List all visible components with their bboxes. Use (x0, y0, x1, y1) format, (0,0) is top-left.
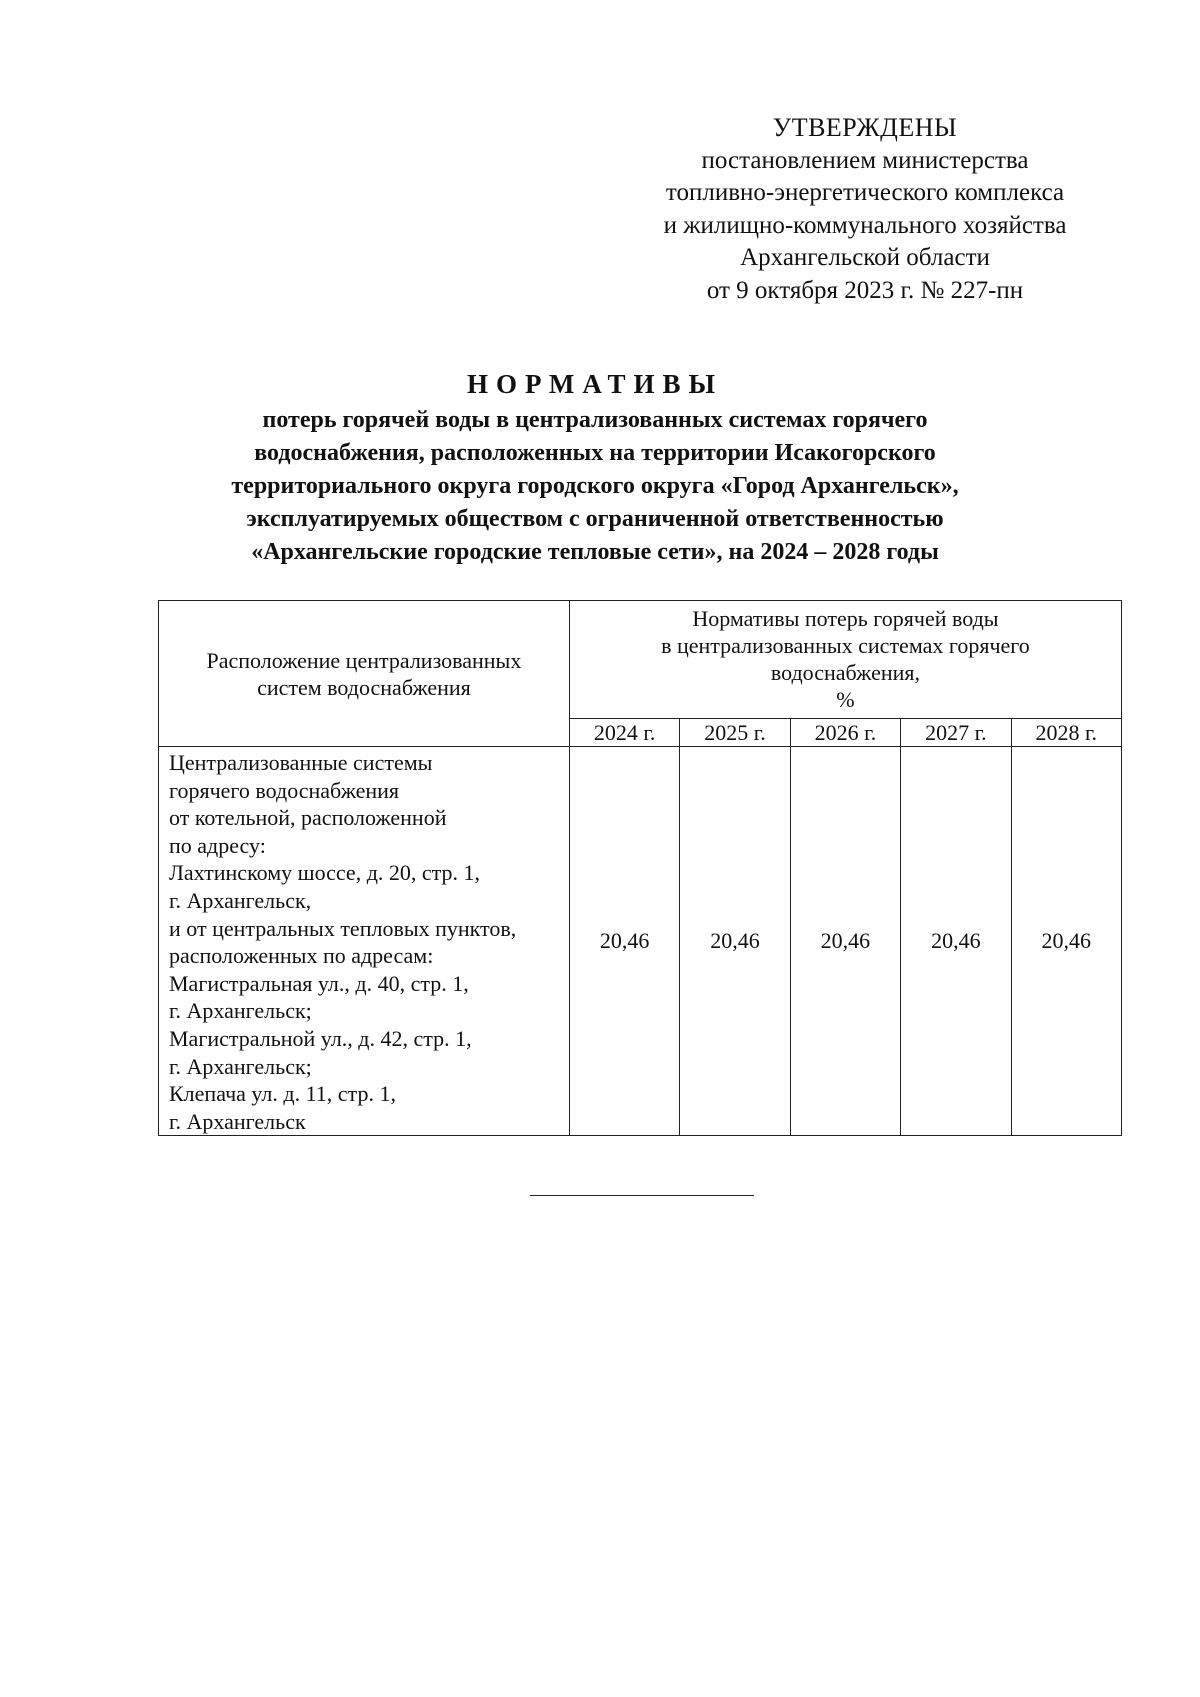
document-title: НОРМАТИВЫ (466, 369, 724, 399)
value-cell: 20,46 (1011, 747, 1121, 1136)
approval-title: УТВЕРЖДЕНЫ (772, 113, 958, 142)
document-subtitle-line: эксплуатируемых обществом с ограниченной ответственностью (246, 506, 944, 532)
year-header-cell: 2028 г. (1011, 719, 1121, 747)
location-cell: Централизованные системы горячего водоснабжения от котельной, расположенной по адресу: Лахтинскому шоссе, д. 20, стр. 1, г. Архангельск, и от центральных тепловых пунктов, расположенных по адресам: Магистральная ул., д. 40, стр. 1, г. Архангельск; Магистральной ул., д. 42, стр. 1, г. Архангельск; Клепача ул. д. 11, стр. 1, г. Архангельск (159, 747, 570, 1136)
table-header-row (159, 601, 1122, 719)
year-header-cell: 2027 г. (901, 719, 1011, 747)
header-text-line: Расположение централизованных (206, 647, 522, 673)
value-cell: 20,46 (790, 747, 900, 1136)
document-subtitle-line: «Архангельские городские тепловые сети», на 2024 – 2028 годы (251, 539, 939, 565)
location-column-header (159, 601, 570, 747)
approval-block (630, 112, 1100, 307)
header-text-line: Нормативы потерь горячей воды (692, 606, 999, 631)
approval-line: постановлением министерства (701, 146, 1029, 174)
header-text-line: систем водоснабжения (257, 674, 471, 700)
value-cell: 20,46 (901, 747, 1011, 1136)
closing-divider-line (530, 1195, 754, 1196)
approval-line: топливно-энергетического комплекса (665, 179, 1065, 206)
approval-line: и жилищно-коммунального хозяйства (663, 211, 1067, 239)
document-subtitle-line: водоснабжения, расположенных на территории Исакогорского (254, 440, 936, 466)
year-header-cell: 2024 г. (569, 719, 679, 747)
year-header-cell: 2025 г. (680, 719, 790, 747)
norms-table (158, 600, 1122, 1136)
header-text-line: водоснабжения, (770, 660, 920, 685)
value-cell: 20,46 (680, 747, 790, 1136)
norms-column-header (569, 601, 1121, 719)
document-title-block (150, 364, 1040, 569)
year-header-cell: 2026 г. (790, 719, 900, 747)
approval-line: Архангельской области (740, 244, 990, 271)
document-subtitle-line: территориального округа городского округа «Город Архангельск», (231, 473, 959, 499)
header-text-line: в централизованных системах горячего (661, 633, 1030, 658)
value-cell: 20,46 (569, 747, 679, 1136)
header-unit: % (836, 687, 855, 712)
document-subtitle-line: потерь горячей воды в централизованных системах горячего (262, 407, 928, 433)
approval-date-line: от 9 октября 2023 г. № 227-пн (706, 276, 1024, 304)
table-row (159, 747, 1122, 1136)
